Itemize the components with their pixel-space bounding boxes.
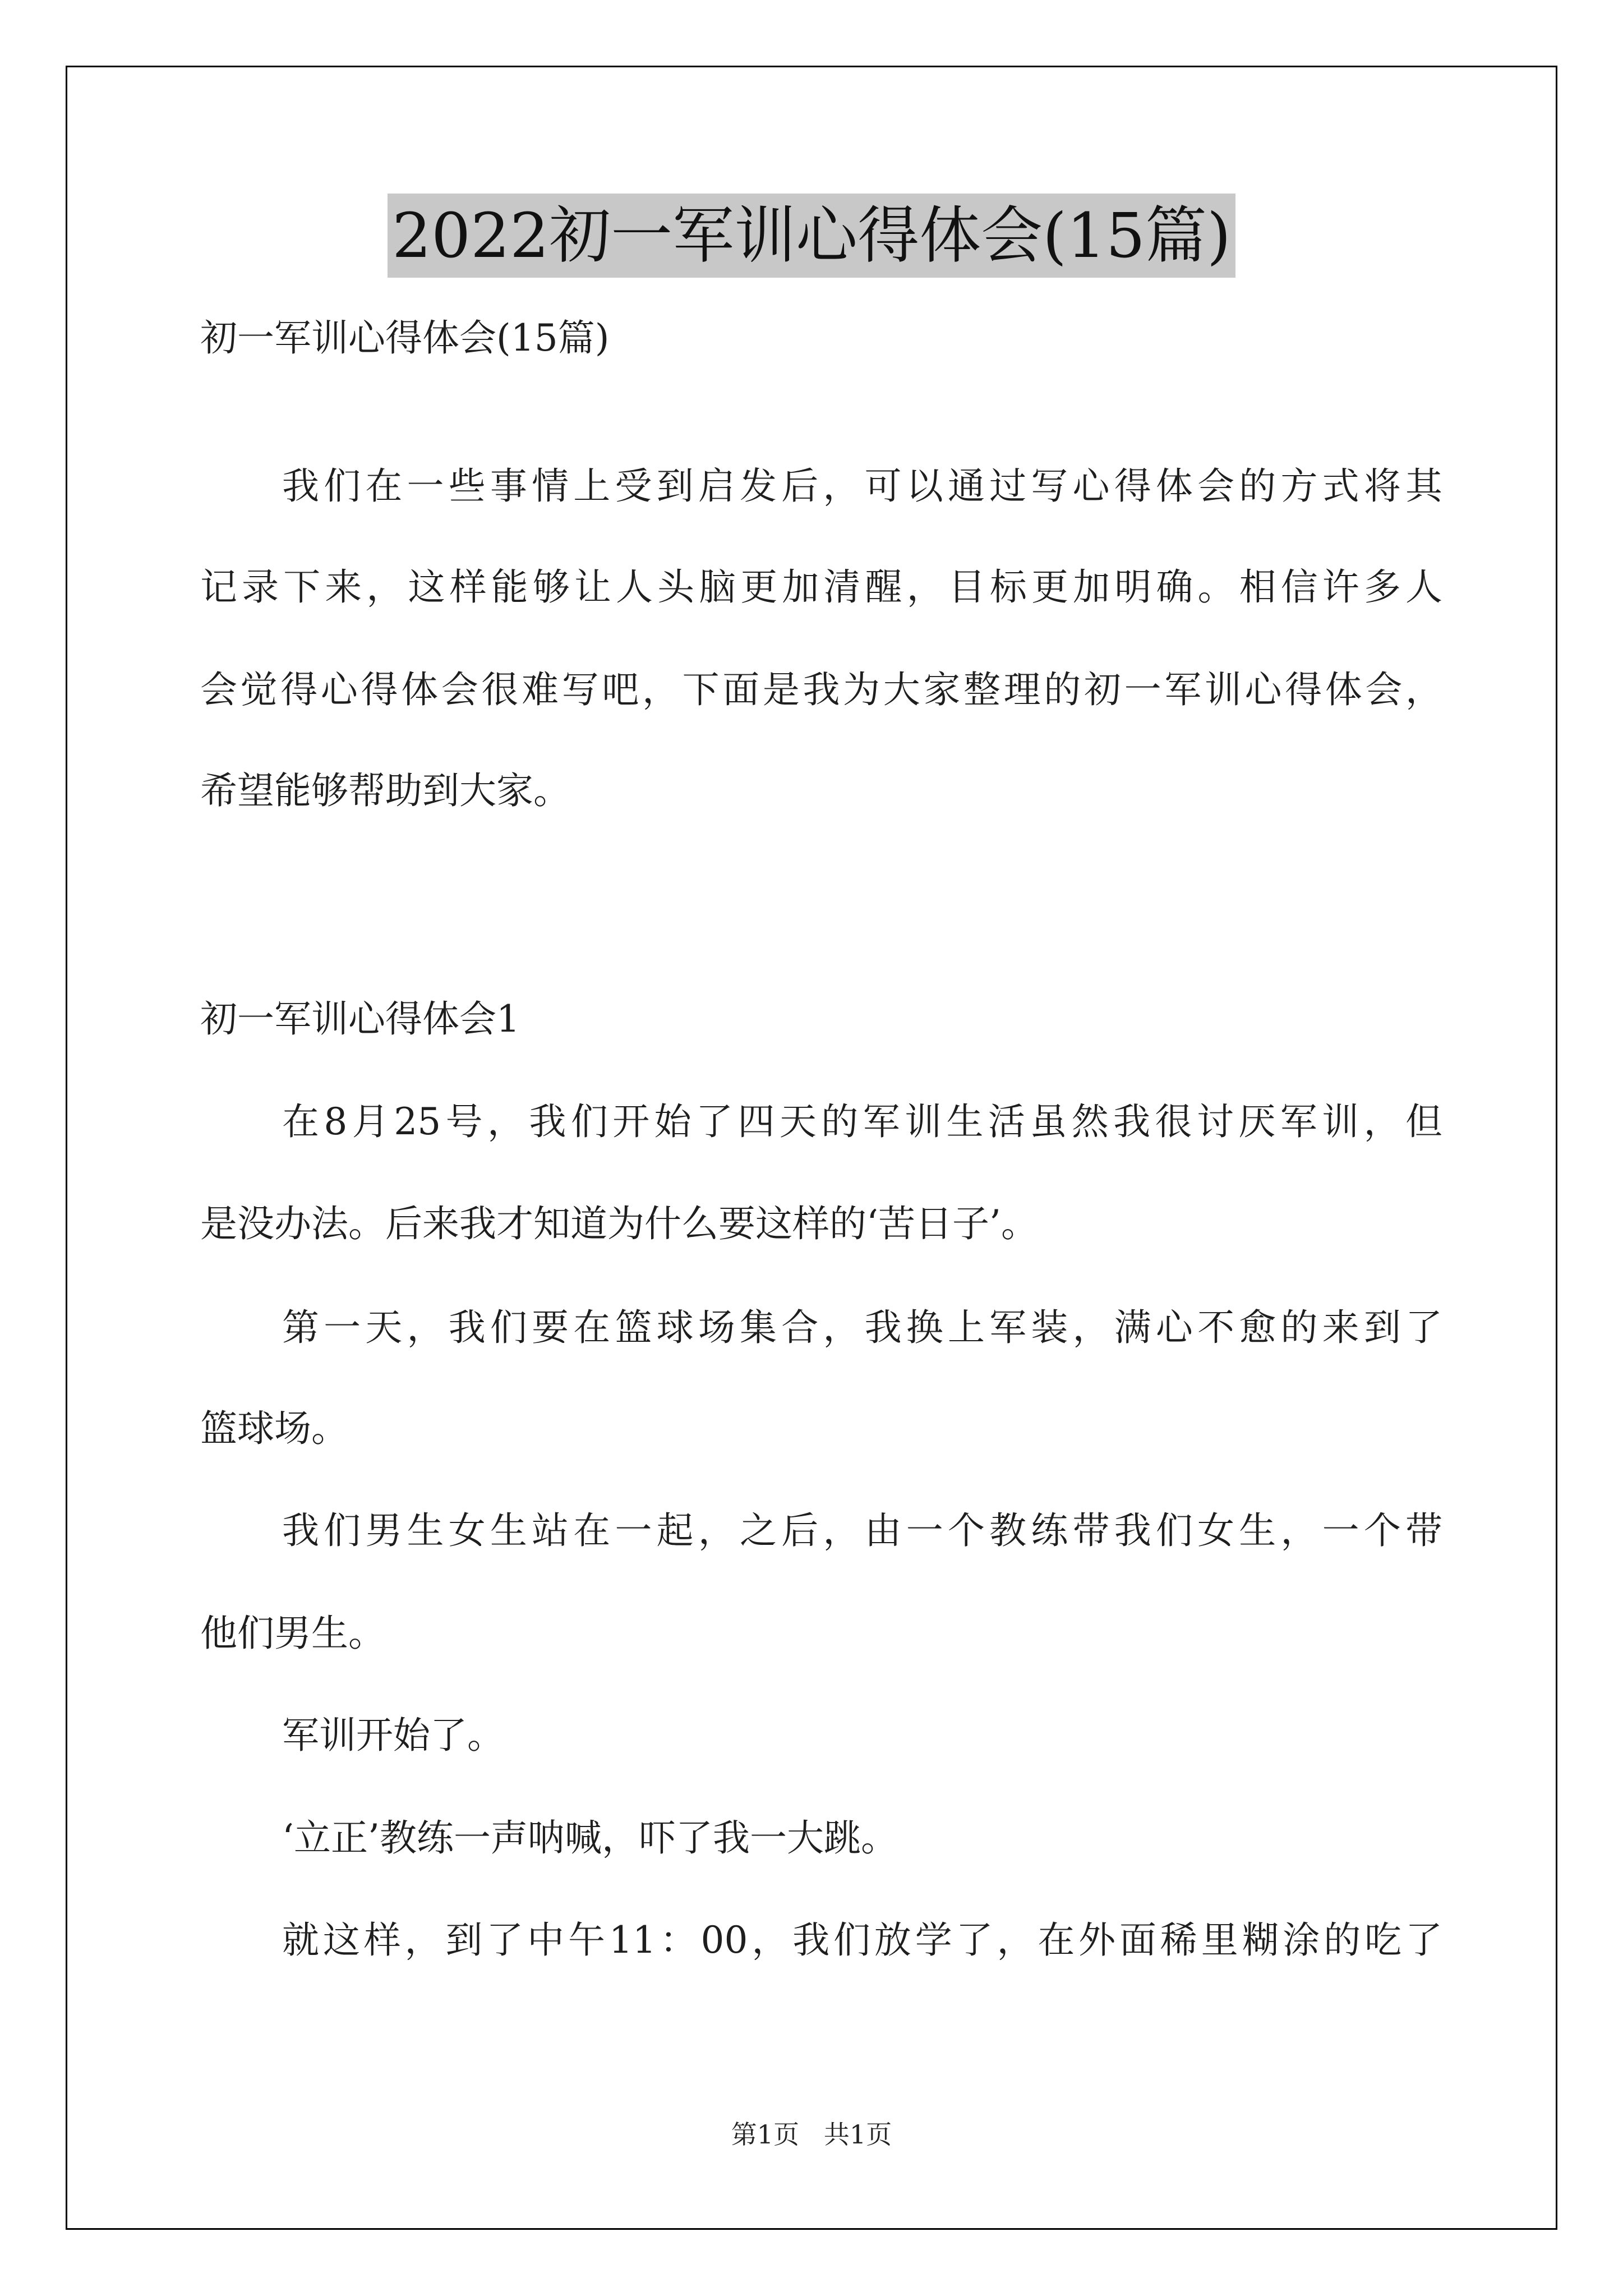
body-line: 第一天，我们要在篮球场集合，我换上军装，满心不愈的来到了: [282, 1306, 1442, 1349]
intro-line: 记录下来，这样能够让人头脑更加清醒，目标更加明确。相信许多人: [200, 565, 1442, 609]
body-line: 我们男生女生站在一起，之后，由一个教练带我们女生，一个带: [282, 1509, 1442, 1552]
section-heading: 初一军训心得体会1: [200, 997, 520, 1041]
body-line: 篮球场。: [200, 1407, 348, 1450]
body-line: ‘立正’教练一声呐喊，吓了我一大跳。: [282, 1816, 898, 1860]
body-line: 他们男生。: [200, 1612, 385, 1655]
intro-line: 会觉得心得体会很难写吧，下面是我为大家整理的初一军训心得体会，: [200, 668, 1442, 711]
title-container: [0, 194, 1623, 278]
body-line: 军训开始了。: [282, 1714, 504, 1757]
body-line: 就这样，到了中午11：00，我们放学了，在外面稀里糊涂的吃了: [282, 1918, 1442, 1962]
page-footer: 第1页 共1页: [731, 2119, 892, 2150]
intro-line: 希望能够帮助到大家。: [200, 769, 570, 812]
body-line: 在8月25号，我们开始了四天的军训生活虽然我很讨厌军训，但: [282, 1100, 1442, 1143]
intro-line: 我们在一些事情上受到启发后，可以通过写心得体会的方式将其: [282, 464, 1442, 508]
document-subtitle: 初一军训心得体会(15篇): [200, 316, 610, 360]
body-line: 是没办法。后来我才知道为什么要这样的‘苦日子’。: [200, 1202, 1038, 1245]
document-title: 2022初一军训心得体会(15篇): [388, 194, 1235, 278]
page-border: [66, 66, 1557, 2230]
